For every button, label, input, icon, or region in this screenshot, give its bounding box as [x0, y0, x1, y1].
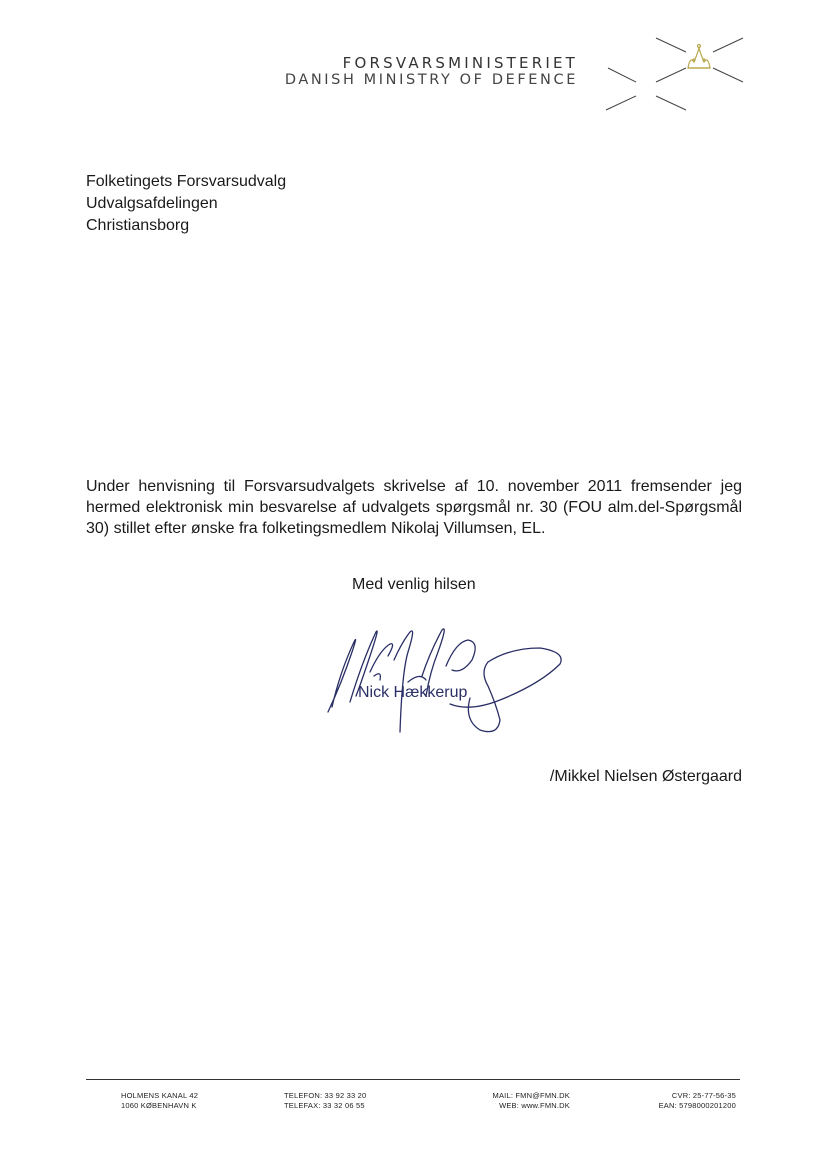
footer-phone: TELEFON: 33 92 33 20 [284, 1091, 367, 1100]
footer-divider [86, 1079, 740, 1080]
crown-emblem-icon [598, 34, 748, 114]
footer-mail: MAIL: FMN@FMN.DK [492, 1091, 570, 1100]
footer-web: WEB: www.FMN.DK [499, 1101, 570, 1110]
letter-body: Under henvisning til Forsvarsudvalgets skrivelse af 10. november 2011 fremsender jeg hermed elektronisk min besvarelse af udvalgets spørgsmål nr. 30 (FOU alm.del-Spørgsmål 30) stillet efter ønske fra folketingsmedlem Nikolaj Villumsen, EL. [86, 478, 742, 537]
ministry-name-danish: FORSVARSMINISTERIET [342, 54, 578, 72]
footer-address-street: HOLMENS KANAL 42 [121, 1091, 199, 1100]
footer-address [121, 1091, 198, 1111]
cosigner-name: /Mikkel Nielsen Østergaard [549, 768, 742, 785]
handwritten-signature [310, 612, 580, 747]
recipient-address [86, 171, 286, 237]
footer-ean: EAN: 5798000201200 [658, 1101, 736, 1110]
recipient-line-1: Folketingets Forsvarsudvalg [86, 173, 287, 190]
footer-fax: TELEFAX: 33 32 06 55 [284, 1101, 365, 1110]
closing-greeting: Med venlig hilsen [352, 576, 476, 593]
ministry-name-english: DANISH MINISTRY OF DEFENCE [284, 72, 578, 88]
signatory-name: Nick Hækkerup [358, 684, 468, 701]
footer-contact-block [470, 1091, 570, 1111]
footer-phone-block [284, 1091, 366, 1111]
recipient-line-3: Christiansborg [86, 217, 190, 234]
footer-registration-block [620, 1091, 736, 1111]
footer-cvr: CVR: 25-77-56-35 [671, 1091, 736, 1100]
recipient-line-2: Udvalgsafdelingen [86, 195, 218, 212]
footer-address-city: 1060 KØBENHAVN K [121, 1101, 197, 1110]
